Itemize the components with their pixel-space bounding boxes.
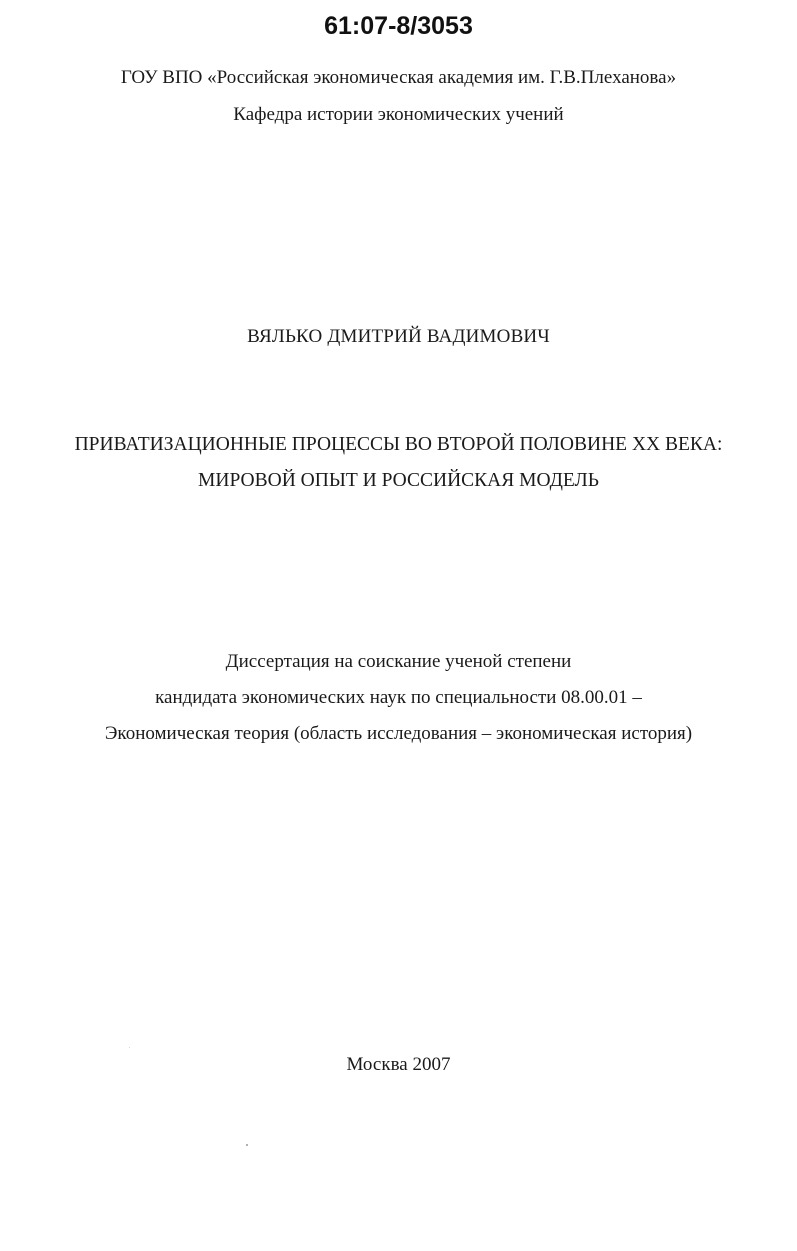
place-and-year: Москва 2007 [346, 1054, 451, 1075]
dissertation-title-line: МИРОВОЙ ОПЫТ И РОССИЙСКАЯ МОДЕЛЬ [198, 470, 599, 491]
registration-stamp: 61:07-8/3053 [324, 12, 473, 40]
scan-speck [129, 1047, 130, 1048]
organization-name: ГОУ ВПО «Российская экономическая академия им. Г.В.Плеханова» [120, 67, 677, 88]
dissertation-title-line: ПРИВАТИЗАЦИОННЫЕ ПРОЦЕССЫ ВО ВТОРОЙ ПОЛОВИНЕ XX ВЕКА: [74, 434, 723, 455]
department-name: Кафедра истории экономических учений [233, 104, 564, 125]
degree-description-line: Экономическая теория (область исследования – экономическая история) [104, 723, 693, 744]
scan-speck [246, 1144, 248, 1146]
degree-description-line: Диссертация на соискание ученой степени [225, 651, 572, 672]
author-name: ВЯЛЬКО ДМИТРИЙ ВАДИМОВИЧ [247, 326, 550, 347]
degree-description-line: кандидата экономических наук по специальности 08.00.01 – [155, 687, 642, 708]
